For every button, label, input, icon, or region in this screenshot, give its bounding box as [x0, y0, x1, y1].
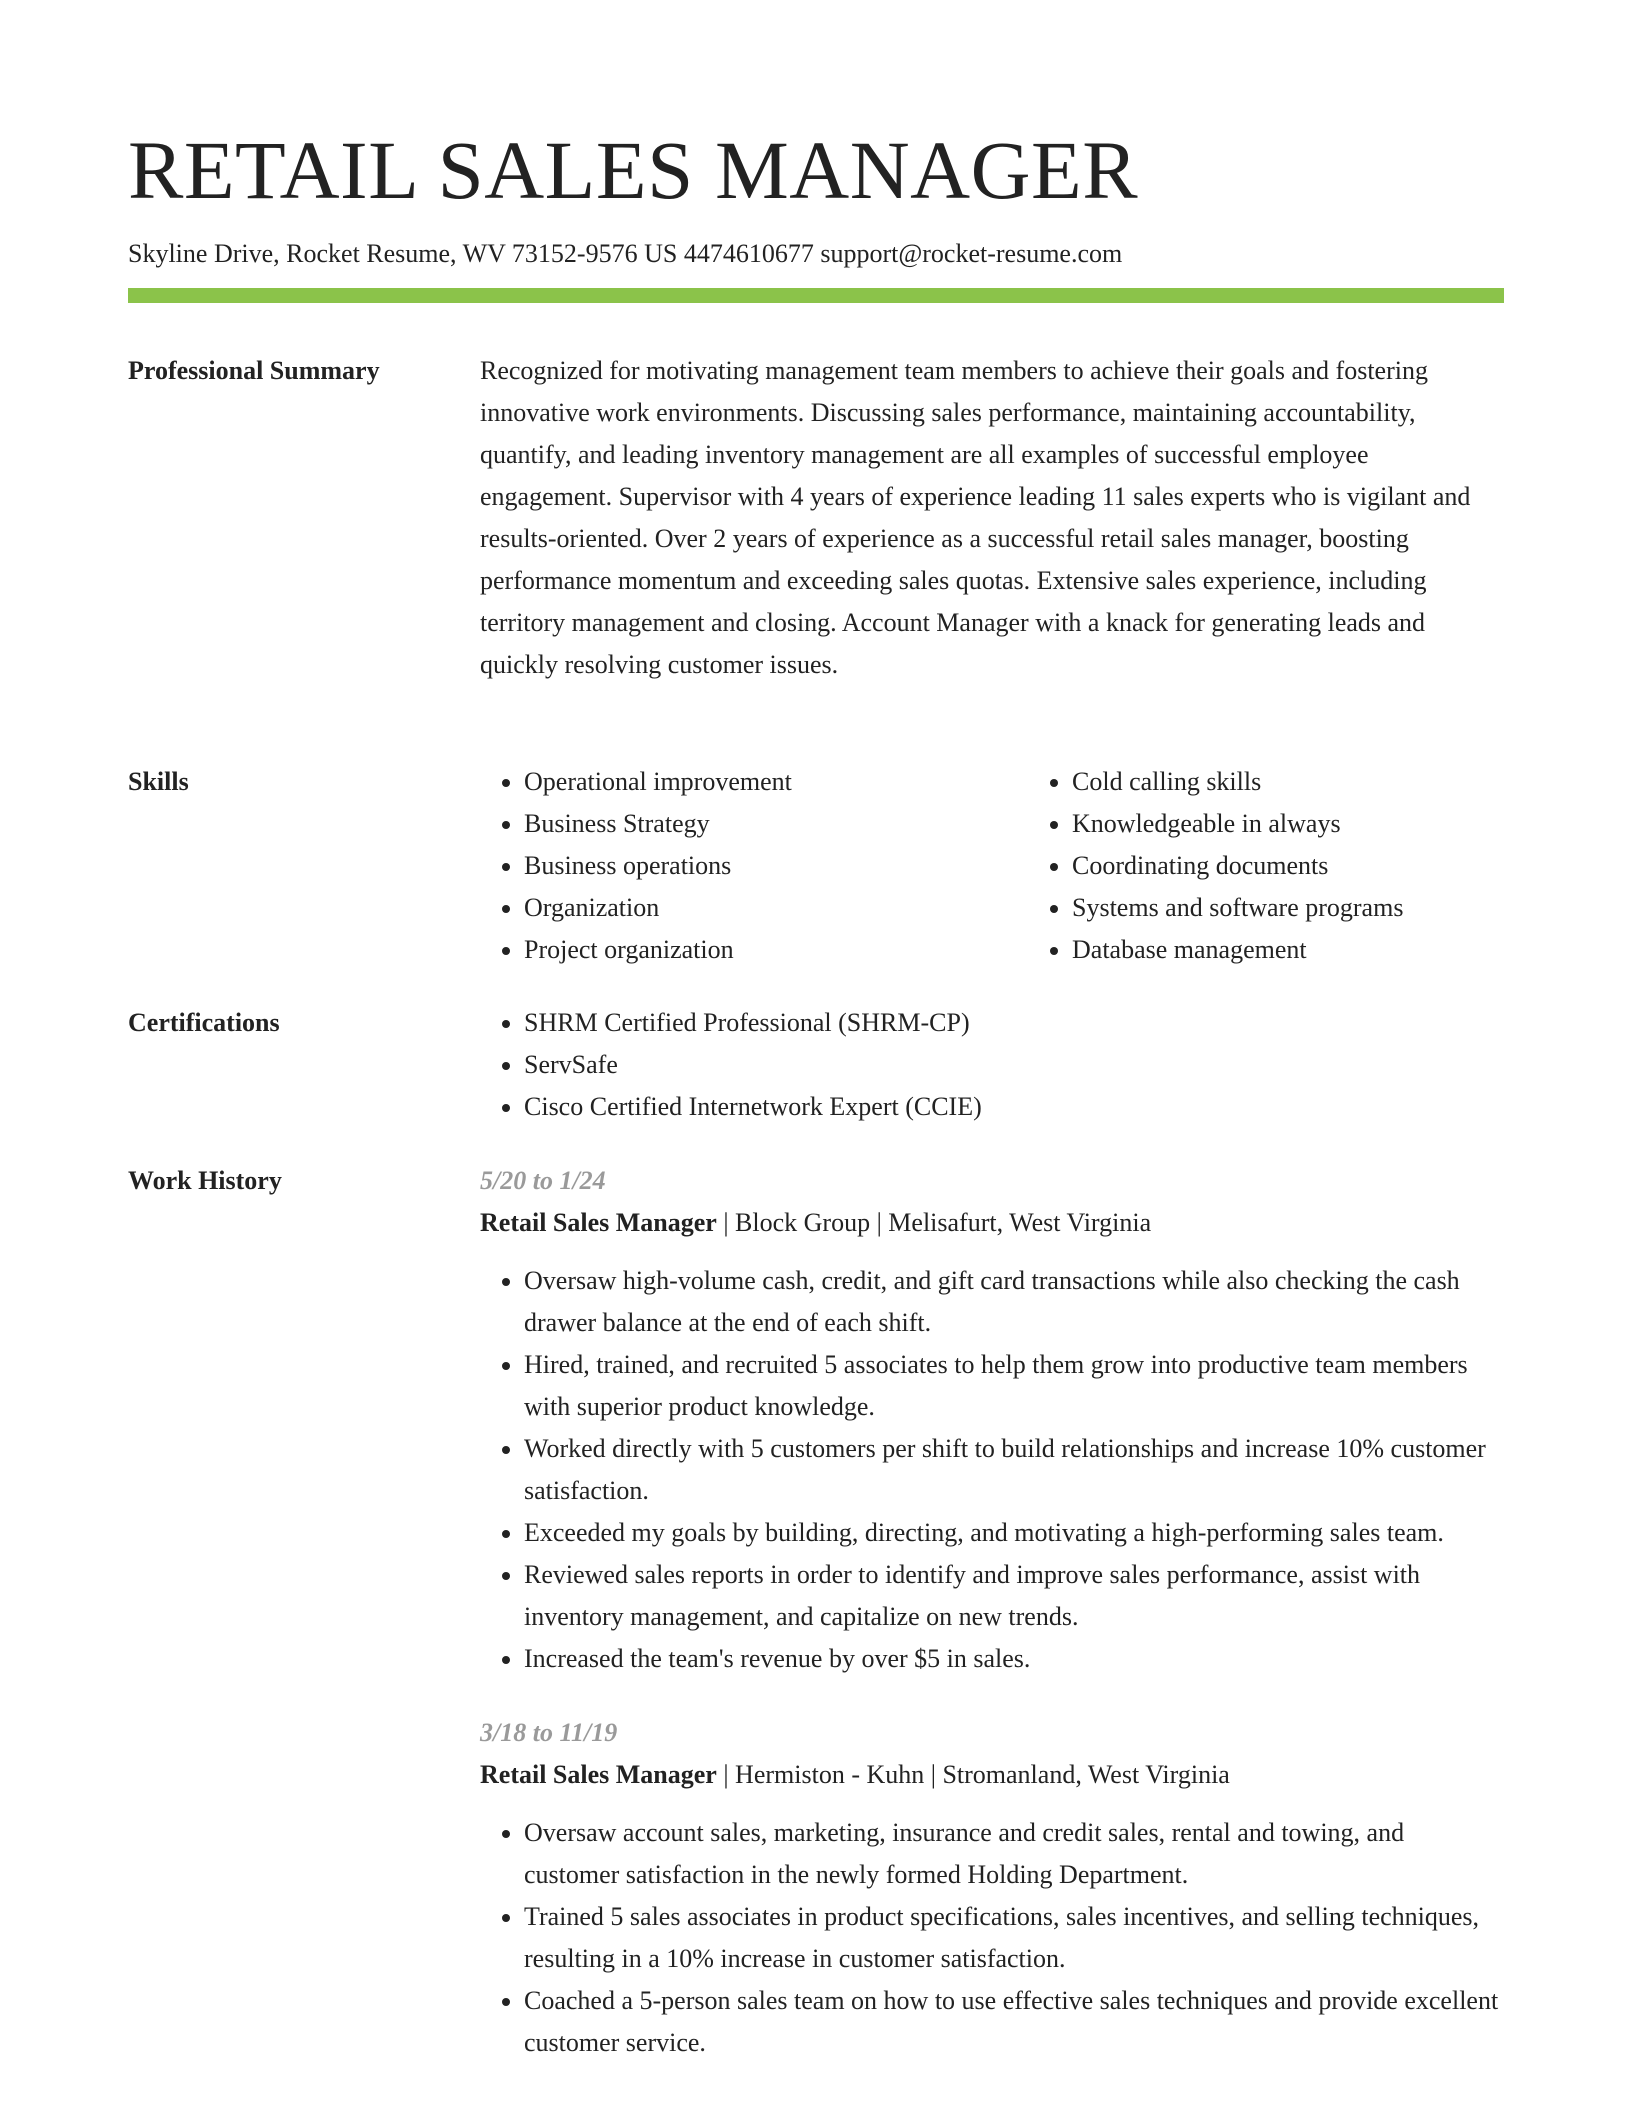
- certification-item: • SHRM Certified Professional (SHRM-CP): [524, 1002, 1504, 1044]
- resume-page: [128, 118, 1504, 2057]
- certification-item: • ServSafe: [524, 1044, 1504, 1086]
- certifications-list: [480, 1002, 1504, 1128]
- skill-item: • Cold calling skills: [1072, 761, 1403, 803]
- certification-item: • Cisco Certified Internetwork Expert (CCIE): [524, 1086, 1504, 1128]
- summary-text: Recognized for motivating management team members to achieve their goals and fostering innovative work environments. Discussing sales performance, maintaining accountability, quantify, and leading inventory management are all examples of successful employee engagement. Supervisor with 4 years of experience leading 11 sales experts who is vigilant and results-oriented. Over 2 years of experience as a successful retail sales manager, boosting performance momentum and exceeding sales quotas. Extensive sales experience, including territory management and closing. Account Manager with a knack for generating leads and quickly resolving customer issues.: [480, 356, 1471, 679]
- summary-section: [128, 350, 1504, 686]
- job-heading: [480, 1754, 1504, 1796]
- job-entry: [480, 1712, 1504, 2064]
- summary-label: Professional Summary: [128, 356, 380, 385]
- skill-item: • Database management: [1072, 929, 1403, 971]
- certifications-label: Certifications: [128, 1008, 280, 1037]
- job-bullet: • Hired, trained, and recruited 5 associates to help them grow into productive team members with superior product knowledge.: [524, 1344, 1504, 1428]
- skills-label: Skills: [128, 767, 189, 796]
- skill-item: • Operational improvement: [524, 761, 1028, 803]
- job-bullet: • Reviewed sales reports in order to identify and improve sales performance, assist with inventory management, and capitalize on new trends.: [524, 1554, 1504, 1638]
- job-bullet: • Coached a 5-person sales team on how to use effective sales techniques and provide excellent customer service.: [524, 1980, 1504, 2064]
- skills-list-left: [480, 761, 1028, 971]
- job-bullets: [480, 1260, 1504, 1680]
- job-entry: [480, 1160, 1504, 1680]
- work-history-body: [480, 1160, 1504, 2064]
- job-details: | Hermiston - Kuhn | Stromanland, West Virginia: [716, 1760, 1230, 1789]
- work-history-section: [128, 1160, 1504, 2064]
- job-details: | Block Group | Melisafurt, West Virginia: [716, 1208, 1152, 1237]
- accent-divider: [128, 288, 1504, 303]
- skill-item: • Coordinating documents: [1072, 845, 1403, 887]
- skill-item: • Project organization: [524, 929, 1028, 971]
- job-title: Retail Sales Manager: [480, 1208, 717, 1237]
- job-dates: 5/20 to 1/24: [480, 1166, 606, 1195]
- skill-item: • Knowledgeable in always: [1072, 803, 1403, 845]
- skills-list-right: [1028, 761, 1403, 971]
- job-bullet: • Increased the team's revenue by over $5 in sales.: [524, 1638, 1504, 1680]
- job-bullet: • Trained 5 sales associates in product specifications, sales incentives, and selling techniques, resulting in a 10% increase in customer satisfaction.: [524, 1896, 1504, 1980]
- contact-line: Skyline Drive, Rocket Resume, WV 73152-9576 US 4474610677 support@rocket-resume.com: [128, 239, 1123, 268]
- skill-item: • Systems and software programs: [1072, 887, 1403, 929]
- work-history-label: Work History: [128, 1166, 282, 1195]
- job-bullet: • Exceeded my goals by building, directing, and motivating a high-performing sales team.: [524, 1512, 1504, 1554]
- certifications-body: [480, 1002, 1504, 1128]
- job-bullet: • Oversaw account sales, marketing, insurance and credit sales, rental and towing, and customer satisfaction in the newly formed Holding Department.: [524, 1812, 1504, 1896]
- job-dates: 3/18 to 11/19: [480, 1718, 618, 1747]
- job-bullet: • Oversaw high-volume cash, credit, and gift card transactions while also checking the cash drawer balance at the end of each shift.: [524, 1260, 1504, 1344]
- job-bullet: • Worked directly with 5 customers per shift to build relationships and increase 10% customer satisfaction.: [524, 1428, 1504, 1512]
- job-heading: [480, 1202, 1504, 1244]
- certifications-section: [128, 1002, 1504, 1128]
- skill-item: • Business operations: [524, 845, 1028, 887]
- job-bullets: [480, 1812, 1504, 2064]
- skills-section: [128, 761, 1504, 971]
- skills-grid: [480, 761, 1504, 971]
- resume-title: RETAIL SALES MANAGER: [128, 124, 1139, 216]
- skill-item: • Business Strategy: [524, 803, 1028, 845]
- job-title: Retail Sales Manager: [480, 1760, 717, 1789]
- skill-item: • Organization: [524, 887, 1028, 929]
